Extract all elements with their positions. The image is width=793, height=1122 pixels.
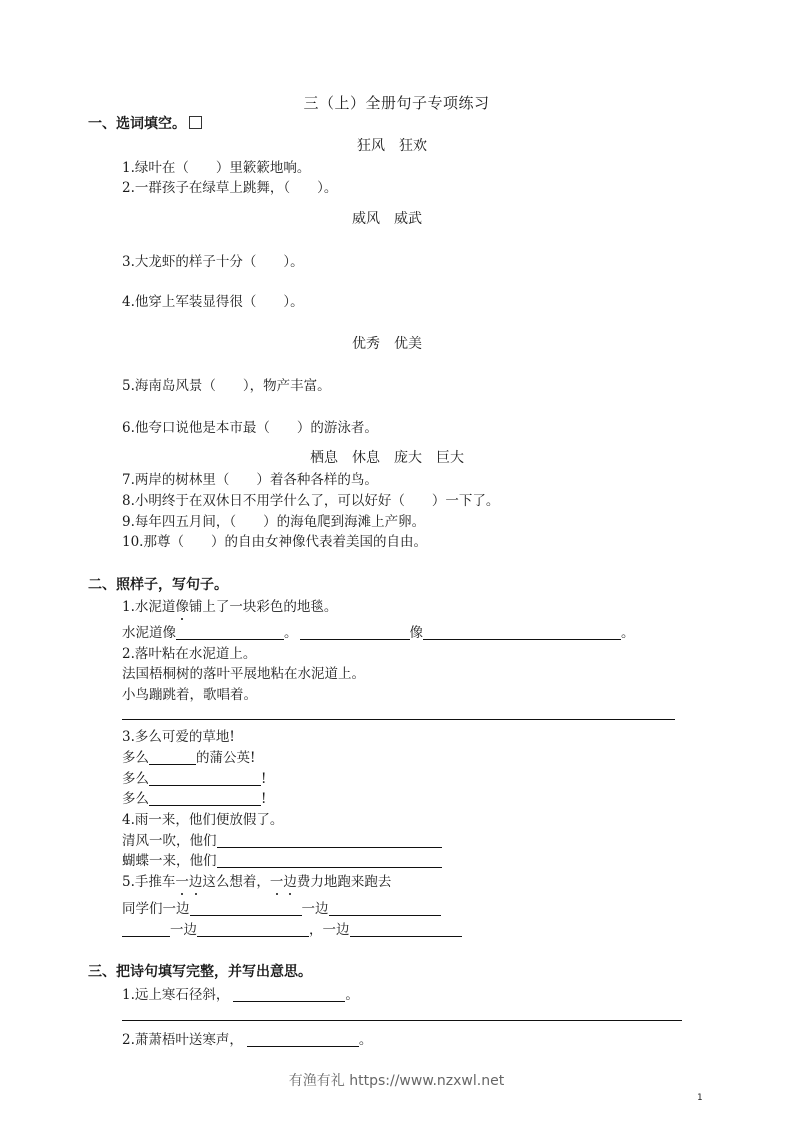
answer-blank[interactable]: [233, 987, 345, 1002]
section-1-heading-text: 一、选词填空。: [88, 116, 186, 132]
section-1-heading: [88, 113, 202, 133]
question-6: 6.他夸口说他是本市最（ ）的游泳者。: [122, 420, 378, 436]
text: 蝴蝶一来，他们: [122, 853, 217, 869]
answer-blank[interactable]: [423, 625, 621, 640]
s2-q1-text: 1.水泥道: [122, 599, 176, 615]
s2-q5-prompt: [122, 870, 391, 890]
answer-blank[interactable]: [197, 922, 309, 937]
question-8: 8.小明终于在双休日不用学什么了，可以好好（ ）一下了。: [122, 493, 500, 509]
answer-blank[interactable]: [350, 922, 462, 937]
text: 一边: [170, 922, 197, 938]
s2-q2-example: 法国梧桐树的落叶平展地粘在水泥道上。: [122, 666, 365, 682]
s2-q3-prompt: 3.多么可爱的草地!: [122, 729, 235, 745]
s2-q1-prefix: 水泥道像: [122, 625, 176, 641]
answer-blank[interactable]: [300, 625, 410, 640]
question-7: 7.两岸的树林里（ ）着各种各样的鸟。: [122, 472, 378, 488]
page-title: 三（上）全册句子专项练习: [303, 94, 490, 112]
answer-blank[interactable]: [149, 771, 261, 786]
s2-q5-line2: [122, 918, 462, 938]
answer-blank[interactable]: [217, 853, 442, 868]
answer-blank[interactable]: [217, 833, 442, 848]
text: 的蒲公英!: [196, 750, 256, 766]
s2-q3-line1: [122, 746, 255, 766]
page-number: 1: [697, 1093, 703, 1103]
text: 这么想着，: [202, 874, 270, 890]
text: 费力地跑来跑去: [296, 874, 392, 890]
answer-blank[interactable]: [149, 791, 261, 806]
punct: 。: [621, 625, 635, 641]
text: 多么: [122, 791, 149, 807]
word-choices-3: 优秀 优美: [352, 336, 422, 352]
text: !: [261, 771, 267, 787]
word-choices-1: 狂风 狂欢: [357, 138, 427, 154]
s2-q1-mid: 像: [409, 625, 423, 641]
answer-line[interactable]: [122, 719, 675, 720]
answer-blank[interactable]: [247, 1032, 359, 1047]
s2-q2-prompt: 2.落叶粘在水泥道上。: [122, 646, 257, 662]
text: 2.萧萧梧叶送寒声，: [122, 1032, 243, 1048]
answer-blank[interactable]: [190, 901, 302, 916]
emphasis-dot-char: 像: [175, 599, 189, 615]
emphasis-dot-char: 一: [175, 874, 189, 890]
section-2-heading: 二、照样子，写句子。: [88, 577, 228, 593]
question-1: 1.绿叶在（ ）里簌簌地响。: [122, 160, 311, 176]
punct: 。: [284, 625, 298, 641]
s2-q4-line1: [122, 829, 442, 849]
question-4: 4.他穿上军装显得很（ ）。: [122, 294, 304, 310]
text: 清风一吹，他们: [122, 833, 217, 849]
s3-q2: [122, 1028, 372, 1048]
text: 多么: [122, 771, 149, 787]
question-10: 10.那尊（ ）的自由女神像代表着美国的自由。: [122, 534, 427, 550]
answer-line[interactable]: [122, 1020, 682, 1021]
text: 5.手推车: [122, 874, 176, 890]
text: ，一边: [309, 922, 350, 938]
answer-blank[interactable]: [149, 750, 196, 765]
s2-q4-prompt: 4.雨一来，他们便放假了。: [122, 812, 284, 828]
word-choices-2: 威风 威武: [352, 211, 422, 227]
answer-blank[interactable]: [176, 625, 284, 640]
punct: 。: [345, 987, 359, 1003]
emphasis-dot-char: 一: [269, 874, 284, 890]
s2-q1-text: 铺上了一块彩色的地毯。: [188, 599, 338, 615]
s3-q1: [122, 983, 359, 1003]
s2-q4-line2: [122, 849, 442, 869]
answer-blank[interactable]: [329, 901, 441, 916]
s2-q1-answer-row: [122, 621, 635, 641]
text: 1.远上寒石径斜，: [122, 987, 230, 1003]
question-3: 3.大龙虾的样子十分（ ）。: [122, 254, 304, 270]
question-9: 9.每年四五月间，（ ）的海龟爬到海滩上产卵。: [122, 514, 426, 530]
section-3-heading: 三、把诗句填写完整，并写出意思。: [88, 964, 312, 980]
s2-q5-line1: [122, 897, 441, 917]
answer-blank[interactable]: [122, 922, 170, 937]
text: 一边: [301, 901, 329, 917]
text: !: [261, 791, 267, 807]
watermark: 有渔有礼 https://www.nzxwl.net: [288, 1073, 505, 1089]
punct: 。: [358, 1032, 373, 1048]
s2-q3-line3: [122, 787, 266, 807]
s2-q1-example: [122, 595, 337, 615]
emphasis-dot-char: 边: [188, 874, 203, 890]
text: 同学们一边: [122, 901, 190, 917]
s2-q3-line2: [122, 767, 266, 787]
text: 多么: [122, 750, 149, 766]
word-choices-4: 栖息 休息 庞大 巨大: [310, 450, 464, 466]
question-5: 5.海南岛风景（ ），物产丰富。: [122, 378, 331, 394]
checkbox-icon[interactable]: [189, 116, 202, 129]
question-2: 2.一群孩子在绿草上跳舞，（ ）。: [122, 180, 338, 196]
s2-q2-task: 小鸟蹦跳着，歌唱着。: [122, 687, 257, 703]
emphasis-dot-char: 边: [283, 874, 297, 890]
